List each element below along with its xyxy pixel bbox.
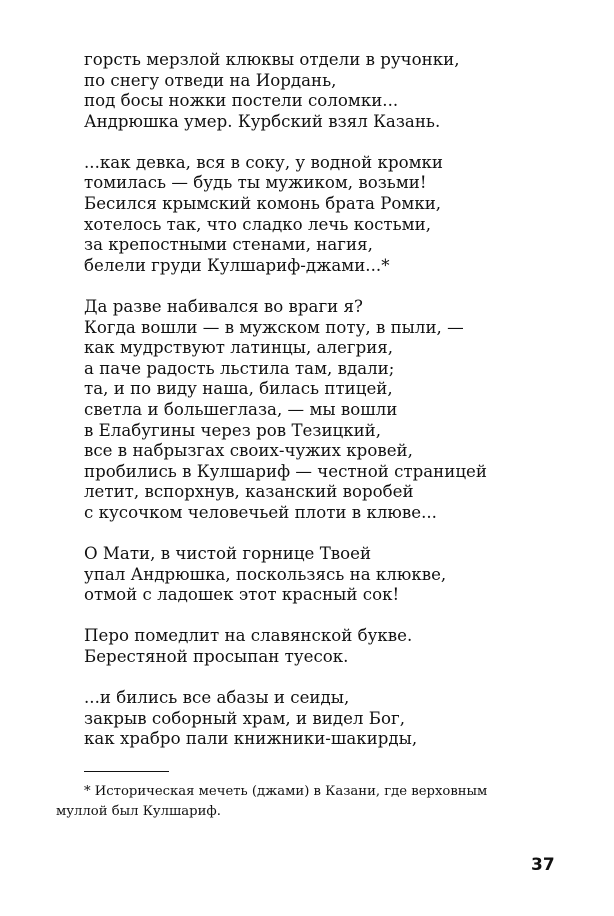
poem-line: под босы ножки постели соломки... — [84, 91, 399, 111]
poem-line: по снегу отведи на Иордань, — [84, 70, 337, 90]
poem-line: Бесился крымский комонь брата Ромки, — [84, 194, 442, 214]
poem-body — [84, 50, 594, 750]
poem-line: О Мати, в чистой горнице Твоей — [84, 543, 372, 563]
page-number: 37 — [531, 855, 555, 875]
poem-line: упал Андрюшка, поскользясь на клюкве, — [84, 564, 447, 584]
footnote-line: * Историческая мечеть (джами) в Казани, где верховным — [84, 784, 488, 799]
footnote — [56, 782, 586, 821]
poem-line: Берестяной просыпан туесок. — [84, 646, 349, 666]
poem-line: отмой с ладошек этот красный сок! — [84, 585, 400, 605]
poem-line: закрыв соборный храм, и видел Бог, — [84, 708, 406, 728]
poem-line: ...и бились все абазы и сеиды, — [84, 687, 350, 707]
stanza-4 — [84, 544, 594, 606]
stanza-3 — [84, 297, 594, 524]
poem-line: белели груди Кулшариф-джами...* — [84, 255, 390, 275]
poem-line: в Елабугины через ров Тезицкий, — [84, 420, 382, 440]
poem-line: хотелось так, что сладко лечь костьми, — [84, 214, 431, 234]
poem-line: светла и большеглаза, — мы вошли — [84, 399, 398, 419]
poem-line: с кусочком человечьей плоти в клюве... — [84, 502, 437, 522]
stanza-2 — [84, 153, 594, 277]
poem-line: Когда вошли — в мужском поту, в пыли, — — [84, 317, 464, 337]
poem-line: как мудрствуют латинцы, алегрия, — [84, 338, 394, 358]
poem-line: за крепостными стенами, нагия, — [84, 235, 373, 255]
stanza-5 — [84, 626, 594, 667]
poem-line: Да разве набивался во враги я? — [84, 296, 363, 316]
footnote-line: муллой был Кулшариф. — [56, 803, 221, 819]
poem-line: та, и по виду наша, билась птицей, — [84, 379, 393, 399]
stanza-6 — [84, 688, 594, 750]
poem-line: томилась — будь ты мужиком, возьми! — [84, 173, 427, 193]
poem-line: как храбро пали книжники-шакирды, — [84, 729, 418, 749]
poem-line: горсть мерзлой клюквы отдели в ручонки, — [84, 50, 460, 69]
poem-line: ...как девка, вся в соку, у водной кромки — [84, 152, 444, 172]
poem-line: а паче радость льстила там, вдали; — [84, 358, 395, 378]
poem-line: Перо помедлит на славянской букве. — [84, 626, 413, 646]
poem-line: все в набрызгах своих-чужих кровей, — [84, 441, 413, 461]
footnote-divider — [84, 771, 169, 772]
poem-line: летит, вспорхнув, казанский воробей — [84, 482, 414, 502]
poem-line: Андрюшка умер. Курбский взял Казань. — [84, 111, 441, 131]
stanza-1 — [84, 50, 594, 132]
poem-line: пробились в Кулшариф — честной страницей — [84, 461, 487, 481]
